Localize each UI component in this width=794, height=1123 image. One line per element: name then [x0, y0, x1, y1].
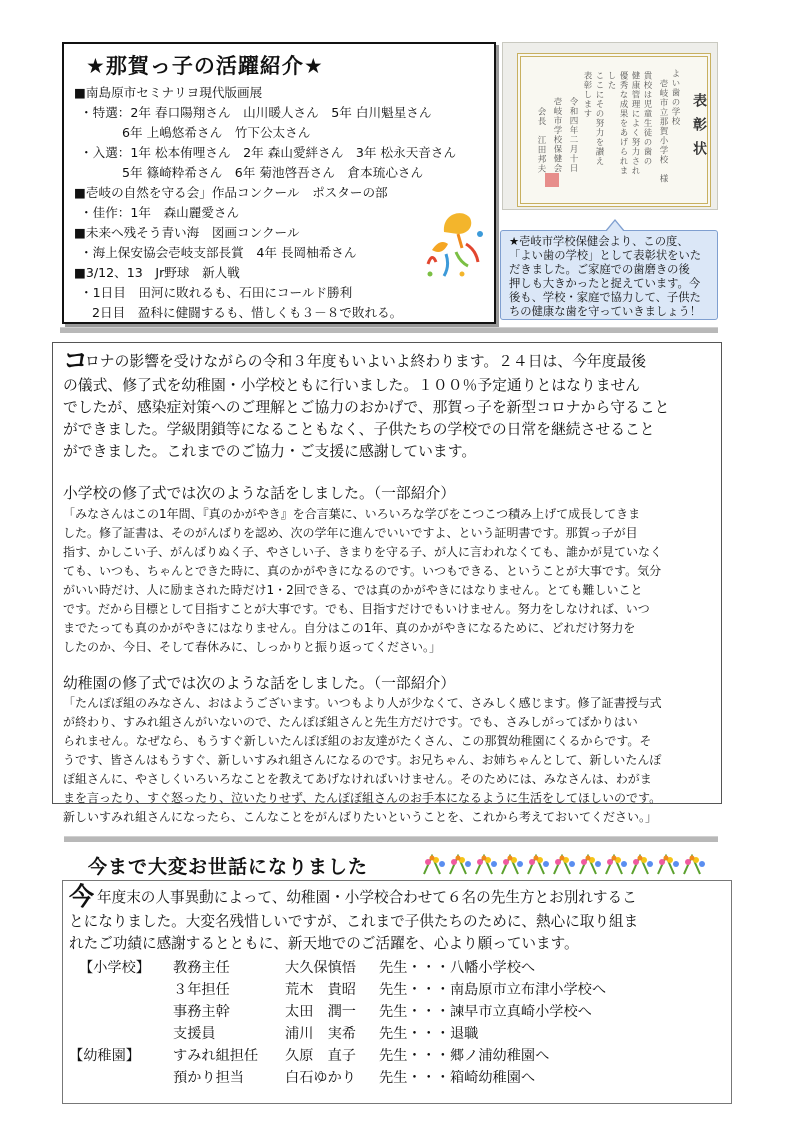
achievement-line: ・特選：2年 春口陽翔さん 山川暖人さん 5年 白川魁星さん: [80, 105, 432, 120]
farewell-line: とになりました。大変名残惜しいですが、これまで子供たちのために、熱心に取り組ま: [69, 913, 639, 930]
achievement-line: ・海上保安協会壱岐支部長賞 4年 長岡柚希さん: [80, 245, 357, 260]
staff-role: 支援員: [173, 1026, 216, 1042]
school-speech-line: した。修了証書は、そのがんばりを認め、次の学年に進んでいいですよ、という証明書です。那賀っ子が目: [63, 526, 638, 540]
certificate-date: 令和四年二月十日: [568, 97, 578, 173]
certificate-body-line: 貴校は児童生徒の歯の: [642, 71, 652, 166]
staff-name: 白石ゆかり: [285, 1070, 356, 1086]
achievement-line: ■南島原市セミナリヨ現代版画展: [74, 85, 263, 100]
staff-role: すみれ組担任: [173, 1048, 259, 1064]
callout-line: 「よい歯の学校」として表彰状をいた: [509, 249, 702, 262]
callout-line: ★壱岐市学校保健会より、この度、: [509, 235, 689, 248]
certificate-title: 表彰状: [691, 93, 707, 165]
achievement-line: ■未来へ残そう青い海 図画コンクール: [74, 225, 300, 240]
certificate-callout: [500, 230, 718, 320]
certificate-heading: よい歯の学校: [670, 69, 680, 126]
staff-role: 預かり担当: [173, 1070, 244, 1086]
school-speech-line: 「みなさんはこの1年間、『真のかがやき』を合言葉に、いろいろな学びをこつこつ積み上げて成長してきま: [63, 507, 641, 521]
farewell-dropcap: 今: [69, 882, 95, 911]
kinder-speech-line: が終わり、すみれ組さんがいないので、たんぽぽ組さんと先生方だけです。でも、さみしがってばかりはい: [63, 715, 638, 729]
certificate-frame: [517, 53, 711, 207]
intro-line: ができました。これまでのご協力・ご支援に感謝しています。: [63, 443, 477, 460]
intro-line: ロナの影響を受けながらの令和３年度もいよいよ終わります。２４日は、今年度最後: [85, 353, 647, 370]
certificate-signer: 会長 江田邦夫: [536, 107, 546, 174]
achievement-line: 5年 篠崎粋希さん 6年 菊池啓吾さん 倉本琉心さん: [122, 165, 424, 180]
certificate-body-line: 健康管理によく努力され: [630, 71, 640, 176]
certificate-body-line: 優秀な成果をあげられま: [618, 71, 628, 176]
achievements-title: ★那賀っ子の活躍紹介★: [86, 54, 324, 78]
intro-line: でしたが、感染症対策へのご理解とご協力のおかげで、那賀っ子を新型コロナから守ること: [63, 399, 670, 416]
achievement-line: ■壱岐の自然を守る会」作品コンクール ポスターの部: [74, 185, 388, 200]
intro-line: の儀式、修了式を幼稚園・小学校ともに行いました。１００％予定通りとはなりません: [63, 377, 641, 394]
kinder-speech-line: ぽ組さんに、やさしくいろいろなことを教えてあげなければいけません。そのためには、みなさんは、わがま: [63, 772, 652, 786]
staff-role: 教務主任: [173, 960, 230, 976]
flower-border-decoration: [422, 854, 718, 876]
staff-section: 【小学校】: [79, 960, 150, 976]
school-speech-line: したのか、今日、そして春休みに、しっかりと振り返ってください。」: [63, 640, 442, 654]
certificate-issuer: 壱岐市学校保健会: [552, 97, 562, 173]
seal-icon: [545, 173, 559, 187]
staff-role: ３年担任: [173, 982, 230, 998]
staff-name: 荒木 貴昭: [285, 982, 356, 998]
staff-destination: 先生・・・郷ノ浦幼稚園へ: [379, 1048, 550, 1064]
staff-destination: 先生・・・諫早市立真崎小学校へ: [379, 1004, 592, 1020]
section-divider: [60, 327, 718, 333]
staff-role: 事務主幹: [173, 1004, 230, 1020]
celebration-illustration: [422, 204, 486, 280]
staff-destination: 先生・・・南島原市立布津小学校へ: [379, 982, 607, 998]
kinder-speech-heading: 幼稚園の修了式では次のような話をしました。（一部紹介）: [63, 675, 456, 692]
certificate-body-line: 表彰します: [582, 71, 592, 119]
school-speech-line: ても、いつも、ちゃんとできた時に、真のかがやきになるのです。いつもできる、ということが大事です。気分: [63, 564, 662, 578]
school-speech-line: がいい時だけ、人に励まされた時だけ1・2回できる、では真のかがやきにはなりません。とても難しいこと: [63, 583, 643, 597]
school-speech-line: 指す、かしこい子、がんばりぬく子、やさしい子、きまりを守る子、が人に言われなくても、誰かが見ていなく: [63, 545, 663, 559]
achievement-line: ・入選：1年 松本侑哩さん 2年 森山愛絆さん 3年 松永天音さん: [80, 145, 457, 160]
farewell-box: [62, 880, 732, 1104]
intro-line: ができました。学級閉鎖等になることもなく、子供たちの学校での日常を継続させること: [63, 421, 655, 438]
staff-destination: 先生・・・退職: [379, 1026, 479, 1042]
section-divider: [64, 836, 718, 842]
callout-pointer-fill: [606, 221, 624, 232]
school-speech-line: までたっても真のかがやきにはなりません。自分はこの1年、真のかがやきになるために、どれだけ努力を: [63, 621, 636, 635]
achievement-line: ・佳作：1年 森山麗愛さん: [80, 205, 240, 220]
main-article-box: [52, 342, 722, 824]
staff-destination: 先生・・・八幡小学校へ: [379, 960, 536, 976]
kinder-speech-line: られません。なぜなら、もうすぐ新しいたんぽぽ組のお友達がたくさん、この那賀幼稚園にくるからです。そ: [63, 734, 652, 748]
staff-section: 【幼稚園】: [69, 1048, 140, 1064]
callout-line: 押しも大きかったと捉えています。今: [509, 277, 701, 290]
achievements-box: [62, 42, 496, 324]
certificate-body-line: ここにその努力を讃え: [594, 71, 604, 166]
farewell-line: 年度末の人事異動によって、幼稚園・小学校合わせて６名の先生方とお別れするこ: [97, 889, 637, 906]
callout-line: だきました。ご家庭での歯磨きの後: [509, 263, 690, 276]
staff-name: 久原 直子: [285, 1048, 356, 1064]
callout-line: 後も、学校・家庭で協力して、子供た: [509, 291, 701, 304]
kinder-speech-line: うです、皆さんはもうすぐ、新しいすみれ組さんになるのです。お兄ちゃん、お姉ちゃんとして、新しいたんぽ: [63, 753, 662, 767]
farewell-line: れたご功績に感謝するとともに、新天地でのご活躍を、心より願っています。: [69, 935, 579, 952]
staff-destination: 先生・・・箱崎幼稚園へ: [379, 1070, 536, 1086]
achievement-line: 2日目 盈科に健闘するも、惜しくも３－８で敗れる。: [92, 305, 403, 320]
staff-name: 太田 潤一: [285, 1004, 356, 1020]
intro-dropcap: コ: [63, 346, 89, 375]
certificate-photo: [502, 42, 718, 210]
achievement-line: ・1日目 田河に敗れるも、石田にコールド勝利: [80, 285, 353, 300]
kinder-speech-line: 新しいすみれ組さんになったら、こんなことをがんばりたいということを、これから考えておいてください。」: [63, 810, 658, 824]
school-speech-line: です。だから目標として目指すことが大事です。でも、目指すだけでもいけません。努力をしなければ、いつ: [63, 602, 650, 616]
kinder-speech-line: 「たんぽぽ組のみなさん、おはようございます。いつもより人が少なくて、さみしく感じます。修了証書授与式: [63, 696, 662, 710]
certificate-body-line: した: [606, 71, 616, 90]
callout-line: ちの健康な歯を守っていきましょう！: [509, 305, 702, 318]
achievement-line: 6年 上嶋悠希さん 竹下公太さん: [122, 125, 311, 140]
kinder-speech-line: まを言ったり、すぐ怒ったり、泣いたりせず、たんぽぽ組さんのお手本になるように生活をしてほしいのです。: [63, 791, 662, 805]
achievement-line: ■3/12、13 Jr野球 新人戦: [74, 265, 240, 280]
farewell-title: 今まで大変お世話になりました: [88, 856, 369, 878]
staff-name: 大久保慎悟: [285, 960, 356, 976]
staff-name: 浦川 実希: [285, 1026, 356, 1042]
school-speech-heading: 小学校の修了式では次のような話をしました。（一部紹介）: [63, 485, 456, 502]
certificate-school: 壱岐市立那賀小学校 様: [658, 79, 668, 184]
